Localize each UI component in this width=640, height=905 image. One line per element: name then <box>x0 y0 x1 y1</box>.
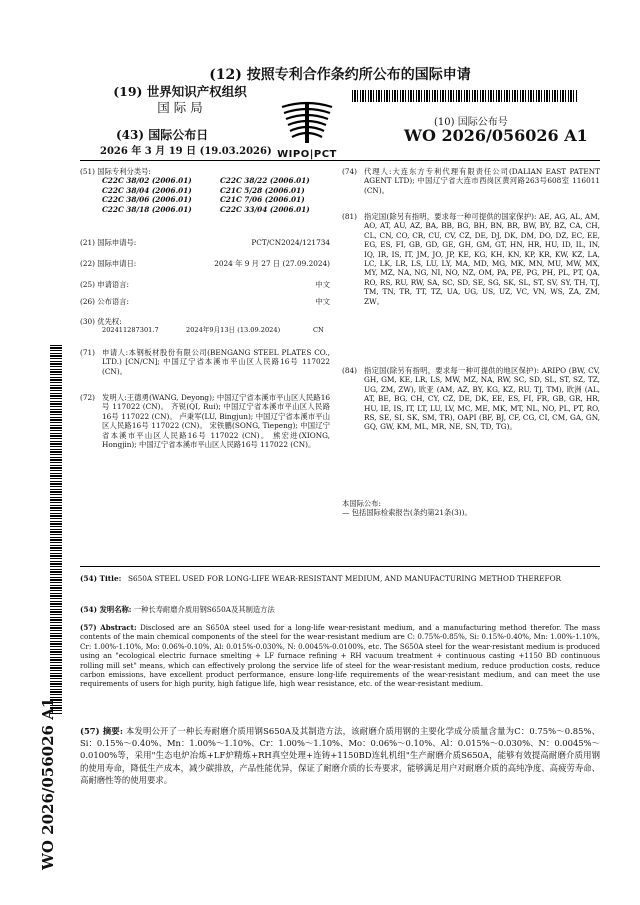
wipo-emblem-icon <box>272 101 342 145</box>
filing-value: 2024 年 9 月 27 日 (27.09.2024) <box>214 259 330 268</box>
designated-states-section <box>342 212 600 306</box>
states-label: (81) <box>342 212 357 221</box>
header-rule <box>80 160 600 161</box>
priority-section <box>80 317 330 336</box>
ipc-label: (51) 国际专利分类号: <box>80 167 151 176</box>
title-cn-label: (54) 发明名称: <box>80 605 132 614</box>
filing-row <box>80 259 330 268</box>
abstract-cn-section <box>80 725 600 786</box>
priority-number: 202411287301.7 <box>102 326 159 335</box>
abstract-en-text: Disclosed are an S650A steel used for a long-life wear-resistant medium, and a manufacturing method therefor. The mass contents of the main chemical components of the steel for the wear-resistant medium are C: 0.75%-0.85%, Si: 0.15%-0.40%, Mn: 1.00%-1.10%, Cr: 1.00%-1.10%, Mo: 0.06%-0.10%, Al: 0.015%-0.030%, N: 0.0045%-0.0100%, etc. The S650A steel for the wear-resistant medium is produced using an "ecological electric furnace smelting + LF furnace refining + RH vacuum treatment + continuous casting +1150 BD continuous rolling mill set" means, which can effectively prolong the service life of steel for the wear-resistant medium, reduce production costs, reduce carbon emissions, have excellent product performance, ensure long-life requirements of the wear-resistant medium, and can meet the use requirements of users for high purity, high fatigue life, high wear resistance, etc. of the wear-resistant medium. <box>80 623 600 689</box>
abstract-cn-text: 本发明公开了一种长寿耐磨介质用钢S650A及其制造方法，该耐磨介质用钢的主要化学成分质量含量为C：0.75%～0.85%、Si：0.15%～0.40%、Mn：1.00%～1.10%、Cr：1.00%～1.10%、Mo：0.06%～0.10%、Al：0.015%～0.030%、N：0.0045%～0.0100%等，采用"生态电炉冶炼+LF炉精炼+RH真空处理+连铸+1150BD连轧机组"生产耐磨介质S650A，能够有效提高耐磨介质用钢的使用寿命，降低生产成本，减少碳排放，产品性能优异，保证了耐磨介质的长寿要求，能够满足用户对耐磨介质的高纯净度、高疲劳寿命、高耐磨性等的使用要求。 <box>80 726 600 785</box>
priority-date: 2024年9月13日 (13.09.2024) <box>186 326 281 335</box>
published-item: — 包括国际检索报告(条约第21条(3))。 <box>342 508 472 518</box>
regional-text: 指定国(除另有指明，要求每一种可提供的地区保护): ARIPO (BW, CV, GH, GM, KE, LR, LS, MW, MZ, NA, RW, SC, SD, SL, ST, SZ, TZ, UG, ZM, ZW), 欧亚 (AM, AZ, BY, KG, KZ, RU, TJ, TM), 欧洲 (AL, AT, BE, BG, CH, CY, CZ, DE, DK, EE, ES, FI, FR, GB, GR, HR, HU, IE, IS, IT, LT, LU, LV, MC, ME, MK, MT, NL, NO, PL, PT, RO, RS, SE, SI, SK, SM, TR), OAPI (BF, BJ, CF, CG, CI, CM, GA, GN, GQ, GW, KM, ML, MR, NE, SN, TD, TG)。 <box>364 366 600 432</box>
ipc-code: C22C 38/02 (2006.01) <box>102 176 192 186</box>
org-line2: 国 际 局 <box>157 100 203 115</box>
abstract-en-section <box>80 623 600 689</box>
agent-text: 代理人:大连东方专利代理有限责任公司(DALIAN EAST PATENT AGENT LTD); 中国辽宁省大连市西岗区黄河路263号608室 116011 (CN)。 <box>364 167 600 195</box>
header-barcode <box>352 90 578 102</box>
inventor-section <box>80 393 330 449</box>
agent-section <box>342 167 600 195</box>
inventor-label: (72) <box>80 393 95 402</box>
states-text: 指定国(除另有指明，要求每一种可提供的国家保护): AE, AG, AL, AM, AO, AT, AU, AZ, BA, BB, BG, BH, BN, BR, BW, BY, BZ, CA, CH, CL, CN, CO, CR, CU, CV, CZ, DE, DJ, DK, DM, DO, DZ, EC, EE, EG, ES, FI, GB, GD, GE, GH, GM, GT, HN, HR, HU, ID, IL, IN, IQ, IR, IS, IT, JM, JO, JP, KE, KG, KH, KN, KP, KR, KW, KZ, LA, LC, LK, LR, LS, LU, LY, MA, MD, MG, MK, MN, MU, MW, MX, MY, MZ, NA, NG, NI, NO, NZ, OM, PA, PE, PG, PH, PL, PT, QA, RO, RS, RU, RW, SA, SC, SD, SE, SG, SK, SL, ST, SV, SY, TH, TJ, TM, TN, TR, TT, TZ, UA, UG, US, UZ, VC, VN, WS, ZA, ZM, ZW。 <box>364 212 600 306</box>
applicant-section <box>80 348 330 376</box>
side-publication-number: WO 2026/056026 A1 <box>39 697 57 870</box>
section-rule <box>80 566 600 567</box>
published-label: 本国际公布: <box>342 499 381 508</box>
ipc-section <box>80 167 330 214</box>
ipc-code: C22C 33/04 (2006.01) <box>220 204 310 214</box>
applicant-text: 申请人:本钢板材股份有限公司(BENGANG STEEL PLATES CO., LTD.) [CN/CN]; 中国辽宁省本溪市平山区人民路16号 117022 (CN)。 <box>102 348 330 376</box>
pubdate-value: 2026 年 3 月 19 日 (19.03.2026) <box>100 146 272 157</box>
pub-lang-value: 中文 <box>315 297 330 306</box>
wipo-logo-text: WIPO|PCT <box>277 149 337 160</box>
ipc-code: C22C 38/18 (2006.01) <box>102 204 192 214</box>
ipc-code: C21C 5/28 (2006.01) <box>220 185 305 195</box>
ipc-code: C22C 38/06 (2006.01) <box>102 195 192 205</box>
ipc-code: C22C 38/22 (2006.01) <box>220 176 310 186</box>
title-cn-section <box>80 605 600 614</box>
title-cn-text: 一种长寿耐磨介质用钢S650A及其制造方法 <box>133 605 275 614</box>
filing-label: (22) 国际申请日: <box>80 259 137 268</box>
regional-label: (84) <box>342 366 357 375</box>
regional-states-section <box>342 366 600 432</box>
abstract-en-label: (57) Abstract: <box>80 623 137 632</box>
pubdate-label: (43) 国际公布日 <box>116 128 209 142</box>
wipo-org-name <box>100 84 260 116</box>
filing-lang-row <box>80 280 330 289</box>
title-en-label: (54) Title: <box>80 574 122 583</box>
agent-label: (74) <box>342 167 357 176</box>
title-en-section <box>80 574 600 583</box>
pub-lang-row <box>80 297 330 306</box>
ipc-code: C22C 38/04 (2006.01) <box>102 185 192 195</box>
ipc-code: C21C 7/06 (2006.01) <box>220 195 305 205</box>
pubno-value: WO 2026/056026 A1 <box>404 126 588 145</box>
wipo-logo <box>272 101 342 161</box>
appno-label: (21) 国际申请号: <box>80 238 137 247</box>
pubno-label: (10) 国际公布号 <box>434 117 508 128</box>
side-barcode <box>50 345 62 715</box>
filing-lang-label: (25) 申请语言: <box>80 280 129 289</box>
appno-value: PCT/CN2024/121734 <box>251 238 330 247</box>
title-en-text: S650A STEEL USED FOR LONG-LIFE WEAR-RESISTANT MEDIUM, AND MANUFACTURING METHOD THEREFOR <box>128 574 562 583</box>
main-title: (12) 按照专利合作条约所公布的国际申请 <box>209 67 471 83</box>
inventor-text: 发明人:王德勇(WANG, Deyong); 中国辽宁省本溪市平山区人民路16号 117022 (CN)。 齐锐(QI, Rui); 中国辽宁省本溪市平山区人民路16号 117022 (CN)。 卢秉军(LU, Bingjun); 中国辽宁省本溪市平山区人民路16号 117022 (CN)。 宋铁鹏(SONG, Tiepeng); 中国辽宁省本溪市平山区人民路16号 117022 (CN)。 熊宏进(XIONG, Hongjin); 中国辽宁省本溪市平山区人民路16号 117022 (CN)。 <box>102 393 330 450</box>
priority-label: (30) 优先权: <box>80 317 122 326</box>
filing-lang-value: 中文 <box>315 280 330 289</box>
applicant-label: (71) <box>80 348 95 357</box>
org-line1: (19) 世界知识产权组织 <box>113 84 247 99</box>
publication-notes <box>342 499 600 518</box>
pub-lang-label: (26) 公布语言: <box>80 297 129 306</box>
priority-country: CN <box>313 326 324 335</box>
appno-row <box>80 238 330 247</box>
abstract-cn-label: (57) 摘要: <box>80 726 123 736</box>
